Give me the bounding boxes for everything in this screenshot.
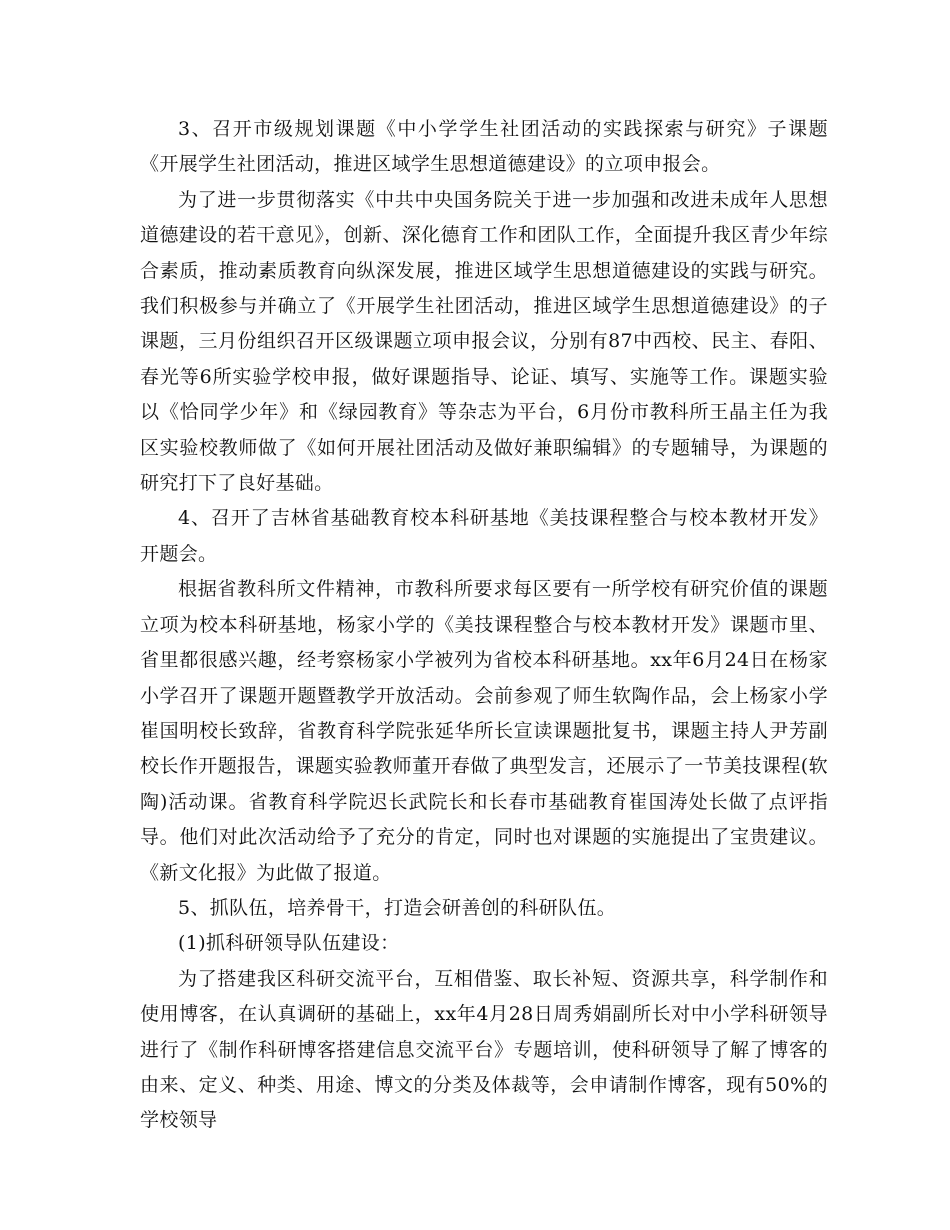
paragraph-item-5-heading: 5、抓队伍，培养骨干，打造会研善创的科研队伍。 <box>178 896 617 919</box>
paragraph-item-4-heading: 4、召开了吉林省基础教育校本科研基地《美技课程整合与校本教材开发》开题会。 <box>140 507 828 565</box>
document-body <box>140 112 828 1139</box>
paragraph: 根据省教科所文件精神，市教科所要求每区要有一所学校有研究价值的课题立项为校本科研基地，杨家小学的《美技课程整合与校本教材开发》课题市里、省里都很感兴趣，经考察杨家小学被列为省校本科研基地。xx年6月24日在杨家小学召开了课题开题暨教学开放活动。会前参观了师生软陶作品，会上杨家小学崔国明校长致辞，省教育科学院张延华所长宣读课题批复书，课题主持人尹芳副校长作开题报告，课题实验教师董开春做了典型发言，还展示了一节美技课程(软陶)活动课。省教育科学院迟长武院长和长春市基础教育崔国涛处长做了点评指导。他们对此次活动给予了充分的肯定，同时也对课题的实施提出了宝贵建议。《新文化报》为此做了报道。 <box>140 578 828 884</box>
paragraph-item-3-heading: 3、召开市级规划课题《中小学学生社团活动的实践探索与研究》子课题《开展学生社团活动，推进区域学生思想道德建设》的立项申报会。 <box>140 118 828 176</box>
paragraph: 为了进一步贯彻落实《中共中央国务院关于进一步加强和改进未成年人思想道德建设的若干意见》，创新、深化德育工作和团队工作，全面提升我区青少年综合素质，推动素质教育向纵深发展，推进区域学生思想道德建设的实践与研究。我们积极参与并确立了《开展学生社团活动，推进区域学生思想道德建设》的子课题，三月份组织召开区级课题立项申报会议，分别有87中西校、民主、春阳、春光等6所实验学校申报，做好课题指导、论证、填写、实施等工作。课题实验以《恰同学少年》和《绿园教育》等杂志为平台，6月份市教科所王晶主任为我区实验校教师做了《如何开展社团活动及做好兼职编辑》的专题辅导，为课题的研究打下了良好基础。 <box>140 188 828 495</box>
paragraph-subheading: (1)抓科研领导队伍建设： <box>178 932 400 955</box>
paragraph: 为了搭建我区科研交流平台，互相借鉴、取长补短、资源共享，科学制作和使用博客，在认真调研的基础上，xx年4月28日周秀娟副所长对中小学科研领导进行了《制作科研博客搭建信息交流平台》专题培训，使科研领导了解了博客的由来、定义、种类、用途、博文的分类及体裁等，会申请制作博客，现有50%的学校领导 <box>140 967 828 1132</box>
